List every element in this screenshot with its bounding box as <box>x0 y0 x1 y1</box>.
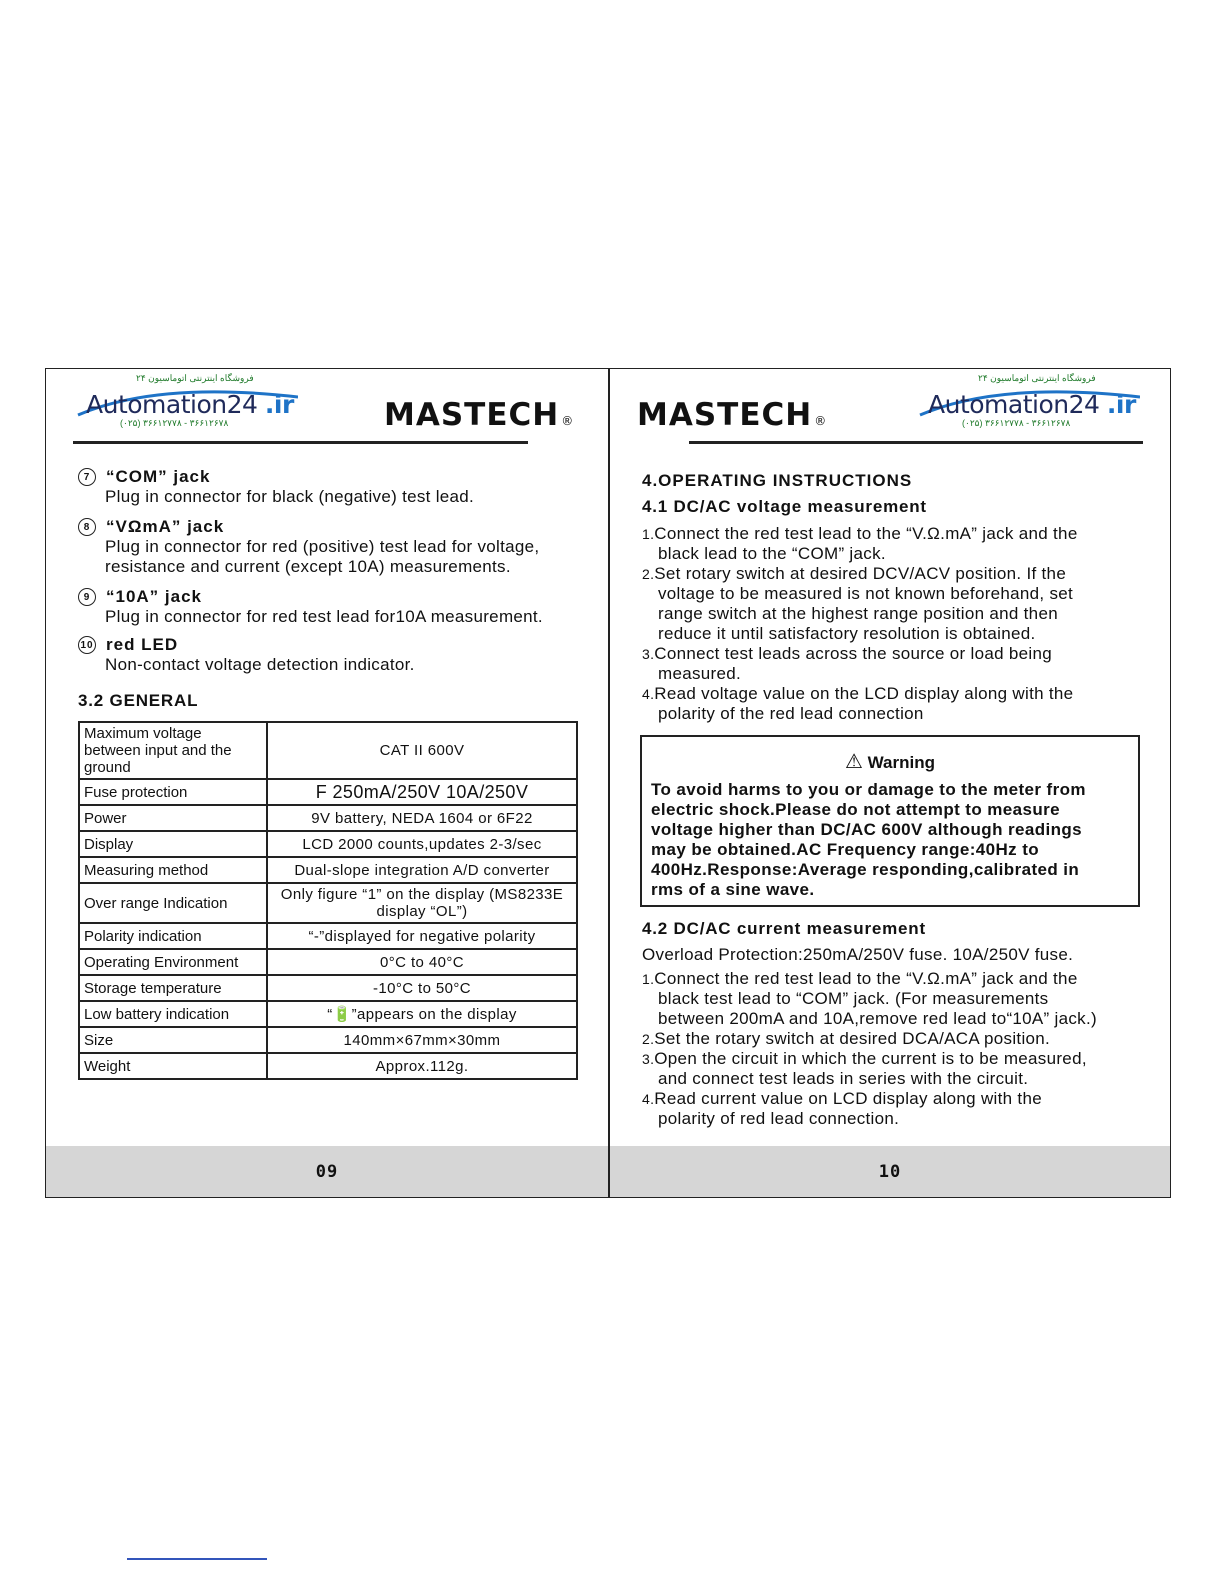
spec-key: Maximum voltage between input and the ground <box>79 722 267 779</box>
spec-row <box>79 949 577 975</box>
page-09 <box>46 369 608 1197</box>
warning-title: ⚠ Warning <box>844 751 936 773</box>
warning-line: 400Hz.Response:Average responding,calibrated in <box>651 860 1080 879</box>
spec-row <box>79 1001 577 1027</box>
spec-value: -10°C to 50°C <box>267 975 577 1001</box>
spec-key: Operating Environment <box>79 949 267 975</box>
circled-number-icon: 8 <box>78 518 96 536</box>
jack-title: 8 “VΩmA” jack <box>78 517 224 537</box>
spec-value: Dual-slope integration A/D converter <box>267 857 577 883</box>
brand-logo: MASTECH ® <box>637 397 828 433</box>
step-line: polarity of the red lead connection <box>658 704 924 723</box>
page-10 <box>610 369 1170 1197</box>
operating-heading: 4.OPERATING INSTRUCTIONS <box>642 471 913 490</box>
spec-value: 9V battery, NEDA 1604 or 6F22 <box>267 805 577 831</box>
manual-spread <box>45 368 1171 1198</box>
warning-line: rms of a sine wave. <box>651 880 815 899</box>
spec-key: Size <box>79 1027 267 1053</box>
logo-tagline: فروشگاه اینترنتی اتوماسیون ۲۴ <box>978 373 1096 383</box>
page-footer <box>610 1146 1170 1197</box>
step-number: 4. <box>642 1091 655 1107</box>
step-line: 4.Read current value on LCD display along with the <box>642 1089 1042 1108</box>
jack-description: Plug in connector for red (positive) test lead for voltage, <box>105 537 540 556</box>
step-number: 1. <box>642 526 655 542</box>
spec-key: Over range Indication <box>79 883 267 923</box>
warning-triangle-icon: ⚠ <box>844 751 863 773</box>
spec-row <box>79 779 577 805</box>
spec-value: Only figure “1” on the display (MS8233E display “OL”) <box>267 883 577 923</box>
warning-line: voltage higher than DC/AC 600V although readings <box>651 820 1083 839</box>
automation24-logo <box>68 373 298 431</box>
step-line: 3.Connect test leads across the source or load being <box>642 644 1053 663</box>
logo-wordmark: Automation24 .ir <box>928 390 1136 419</box>
step-line: black test lead to “COM” jack. (For measurements <box>658 989 1049 1008</box>
spec-value: CAT II 600V <box>267 722 577 779</box>
step-line: and connect test leads in series with the circuit. <box>658 1069 1029 1088</box>
overload-protection: Overload Protection:250mA/250V fuse. 10A/250V fuse. <box>642 945 1074 964</box>
spec-value: LCD 2000 counts,updates 2-3/sec <box>267 831 577 857</box>
spec-row <box>79 923 577 949</box>
step-line: 2.Set rotary switch at desired DCV/ACV position. If the <box>642 564 1067 583</box>
spec-key: Polarity indication <box>79 923 267 949</box>
step-number: 3. <box>642 1051 655 1067</box>
spec-key: Fuse protection <box>79 779 267 805</box>
spec-row <box>79 1027 577 1053</box>
step-line: between 200mA and 10A,remove red lead to“10A” jack.) <box>658 1009 1097 1028</box>
step-number: 2. <box>642 566 655 582</box>
step-line: measured. <box>658 664 742 683</box>
step-number: 2. <box>642 1031 655 1047</box>
spec-value: F 250mA/250V 10A/250V <box>267 779 577 805</box>
step-line: reduce it until satisfactory resolution is obtained. <box>658 624 1036 643</box>
logo-phone: (۰۲۵) ۳۶۶۱۲۷۷۸ - ۳۶۶۱۲۶۷۸ <box>120 418 229 428</box>
spec-row <box>79 883 577 923</box>
spec-table <box>78 721 578 1080</box>
header-rule <box>73 441 528 444</box>
step-line: black lead to the “COM” jack. <box>658 544 886 563</box>
jack-title: 10 red LED <box>78 635 178 655</box>
jack-title: 7 “COM” jack <box>78 467 210 487</box>
spec-value: “-”displayed for negative polarity <box>267 923 577 949</box>
warning-box <box>640 735 1140 907</box>
circled-number-icon: 7 <box>78 468 96 486</box>
step-number: 3. <box>642 646 655 662</box>
jack-description: resistance and current (except 10A) measurements. <box>105 557 511 576</box>
header-rule <box>689 441 1143 444</box>
automation24-logo <box>910 373 1140 431</box>
voltage-subheading: 4.1 DC/AC voltage measurement <box>642 497 927 516</box>
spec-value: “🔋”appears on the display <box>267 1001 577 1027</box>
jack-description: Plug in connector for black (negative) test lead. <box>105 487 475 506</box>
spec-value: 140mm×67mm×30mm <box>267 1027 577 1053</box>
jack-description: Plug in connector for red test lead for10A measurement. <box>105 607 543 626</box>
general-heading: 3.2 GENERAL <box>78 691 199 710</box>
spec-value: 0°C to 40°C <box>267 949 577 975</box>
spec-row <box>79 1053 577 1079</box>
page-number: 09 <box>315 1161 339 1182</box>
step-line: 3.Open the circuit in which the current is to be measured, <box>642 1049 1087 1068</box>
spec-row <box>79 722 577 779</box>
brand-logo: MASTECH ® <box>384 397 575 433</box>
bottom-underline <box>127 1558 267 1560</box>
jack-title: 9 “10A” jack <box>78 587 202 607</box>
spec-key: Low battery indication <box>79 1001 267 1027</box>
page-footer <box>46 1146 608 1197</box>
logo-phone: (۰۲۵) ۳۶۶۱۲۷۷۸ - ۳۶۶۱۲۶۷۸ <box>962 418 1071 428</box>
logo-tagline: فروشگاه اینترنتی اتوماسیون ۲۴ <box>136 373 254 383</box>
spec-key: Power <box>79 805 267 831</box>
step-number: 1. <box>642 971 655 987</box>
spec-row <box>79 975 577 1001</box>
step-number: 4. <box>642 686 655 702</box>
step-line: range switch at the highest range position and then <box>658 604 1058 623</box>
spec-row <box>79 805 577 831</box>
step-line: 1.Connect the red test lead to the “V.Ω.mA” jack and the <box>642 524 1078 543</box>
current-subheading: 4.2 DC/AC current measurement <box>642 919 926 938</box>
step-line: 4.Read voltage value on the LCD display along with the <box>642 684 1074 703</box>
jack-description: Non-contact voltage detection indicator. <box>105 655 415 674</box>
spec-key: Weight <box>79 1053 267 1079</box>
warning-line: electric shock.Please do not attempt to measure <box>651 800 1060 819</box>
logo-wordmark: Automation24 .ir <box>86 390 294 419</box>
warning-line: To avoid harms to you or damage to the meter from <box>651 780 1086 799</box>
spec-key: Storage temperature <box>79 975 267 1001</box>
spec-key: Measuring method <box>79 857 267 883</box>
step-line: 2.Set the rotary switch at desired DCA/ACA position. <box>642 1029 1051 1048</box>
page-number: 10 <box>878 1161 902 1182</box>
warning-body <box>642 780 1138 900</box>
spec-value: Approx.112g. <box>267 1053 577 1079</box>
step-line: voltage to be measured is not known beforehand, set <box>658 584 1074 603</box>
spec-row <box>79 831 577 857</box>
circled-number-icon: 10 <box>78 636 96 654</box>
spec-row <box>79 857 577 883</box>
step-line: polarity of red lead connection. <box>658 1109 900 1128</box>
step-line: 1.Connect the red test lead to the “V.Ω.mA” jack and the <box>642 969 1078 988</box>
circled-number-icon: 9 <box>78 588 96 606</box>
warning-line: may be obtained.AC Frequency range:40Hz to <box>651 840 1040 859</box>
spec-key: Display <box>79 831 267 857</box>
